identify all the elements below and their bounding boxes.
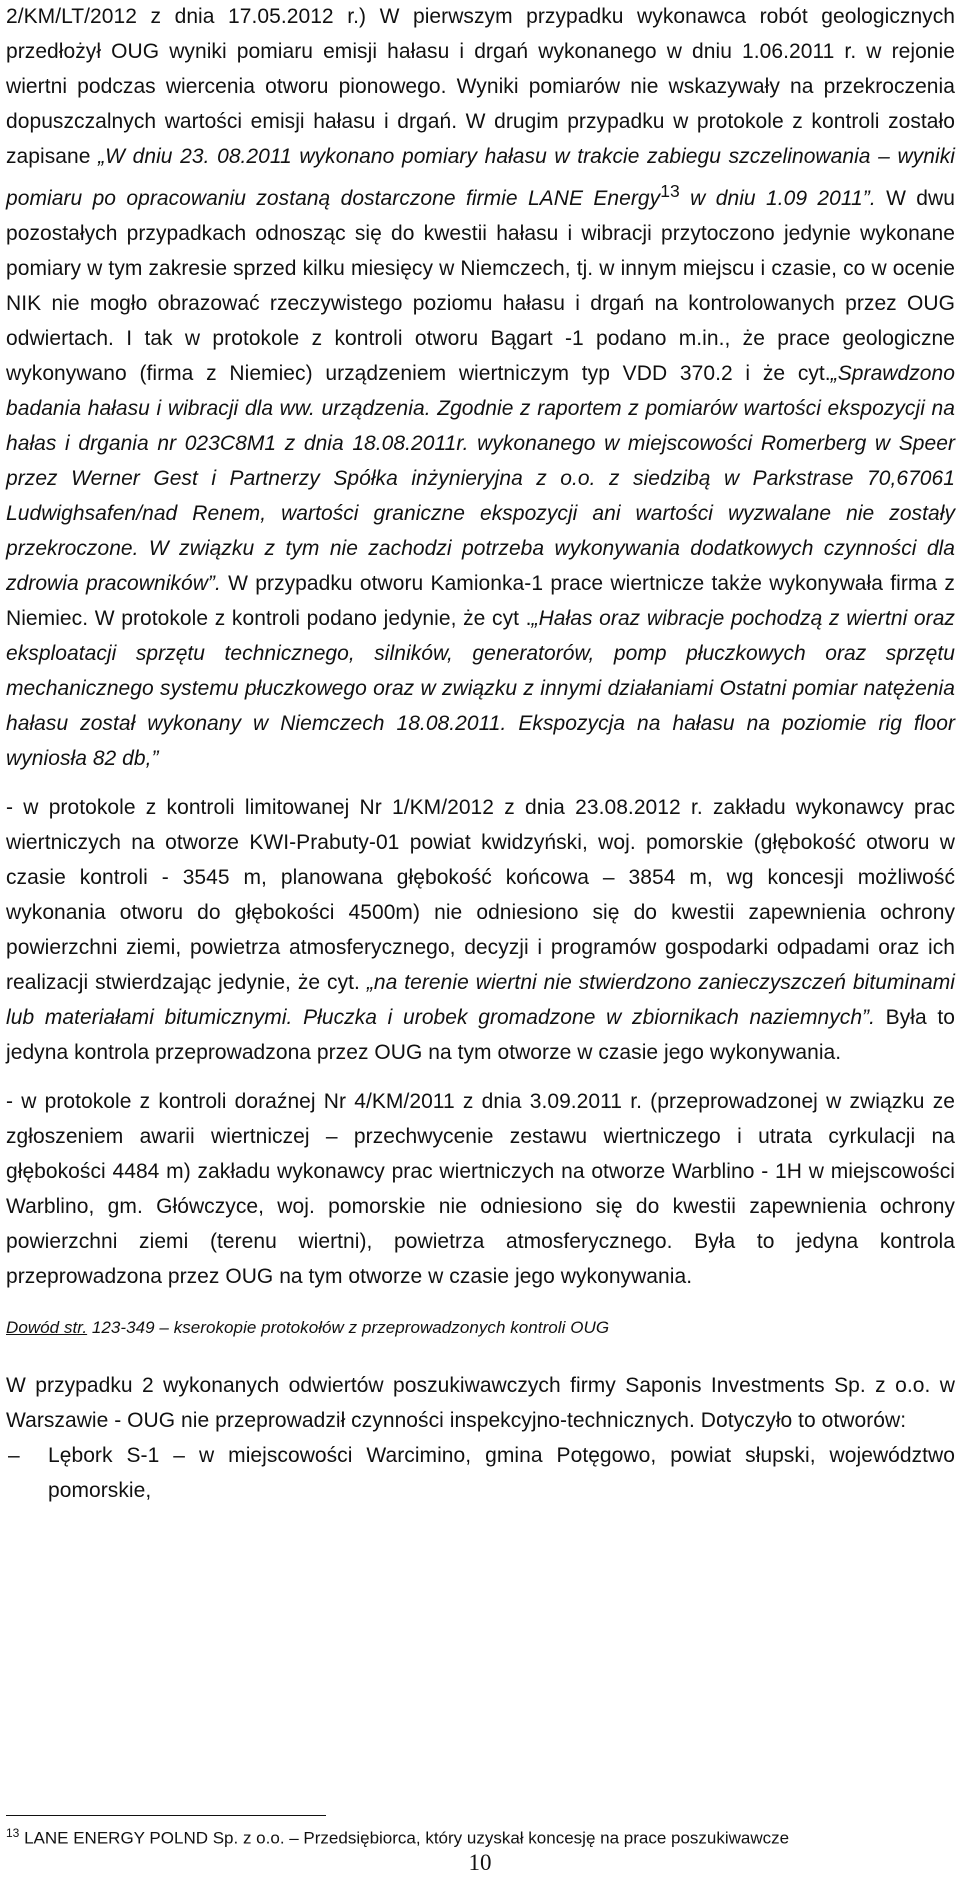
footnote-area (6, 1815, 954, 1850)
p2-quote-italic: „na terenie wiertni nie stwierdzono zanieczyszczeń bituminami lub materiałami bitumicznymi. Płuczka i urobek gromadzone w zbiornikach naziemnych”. (6, 971, 955, 1029)
paragraph-noise-measurements (6, 0, 955, 776)
paragraph-protokol-prabuty (6, 790, 955, 1070)
evidence-text: 123-349 – kserokopie protokołów z przeprowadzonych kontroli OUG (87, 1318, 610, 1337)
evidence-label: Dowód str. (6, 1318, 88, 1337)
evidence-note (6, 1316, 955, 1340)
footnote-13 (6, 1822, 954, 1850)
p1-quote-bagart: „Sprawdzono badania hałasu i wibracji dla ww. urządzenia. Zgodnie z raportem z pomiarów wartości ekspozycji na hałas i drgania nr 023C8M1 z dnia 18.08.2011r. wykonanego w miejscowości Romerberg w Speer przez Werner Gest i Partnerzy Spółka inżynieryjna z o.o. z siedzibą w Parkstrase 70,67061 Ludwighsafen/nad Renem, wartości graniczne ekspozycji ani wartości wyzwalane nie zostały przekroczone. W związku z tym nie zachodzi potrzeba wykonywania dodatkowych czynności dla zdrowia pracowników”. (6, 362, 955, 595)
p2-text-a: - w protokole z kontroli limitowanej Nr 1/KM/2012 z dnia 23.08.2012 r. zakładu wykonawcy prac wiertniczych na otworze KWI-Prabuty-01 powiat kwidzyński, woj. pomorskie (głębokość otworu w czasie kontroli - 3545 m, planowana głębokość końcowa – 3854 m, wg koncesji możliwość wykonania otworu do głębokości 4500m) nie odniesiono się do kwestii zapewnienia ochrony powierzchni ziemi, powietrza atmosferycznego, decyzji i programów gospodarki odpadami oraz ich realizacji stwierdzając jedynie, że cyt. (6, 796, 955, 994)
bullet-text: Lębork S-1 – w miejscowości Warcimino, gmina Potęgowo, powiat słupski, województwo pomorskie, (48, 1444, 955, 1502)
bullet-dash: – (8, 1444, 20, 1467)
p1-text-a: 2/KM/LT/2012 z dnia 17.05.2012 r.) W pierwszym przypadku wykonawca robót geologicznych przedłożył OUG wyniki pomiaru emisji hałasu i drgań wykonanego w dniu 1.06.2011 r. w rejonie wiertni podczas wiercenia otworu pionowego. Wyniki pomiarów nie wskazywały na przekroczenia dopuszczalnych wartości emisji hałasu i drgań. W drugim przypadku w protokole z kontroli zostało zapisane (6, 5, 955, 168)
footnote-reference-13: 13 (660, 181, 680, 201)
p1-quote-kamionka: „Hałas oraz wibracje pochodzą z wiertni oraz eksploatacji sprzętu technicznego, silników, generatorów, pomp płuczkowych oraz sprzętu mechanicznego systemu płuczkowego oraz w związku z innymi działaniami Ostatni pomiar natężenia hałasu został wykonany w Niemczech 18.08.2011. Ekspozycja na hałasu na poziomie rig floor wyniosła 82 db,” (6, 607, 955, 770)
document-body (6, 0, 955, 1508)
p1-quote-italic-end: w dniu 1.09 2011”. (679, 187, 876, 210)
footnote-text: LANE ENERGY POLND Sp. z o.o. – Przedsiębiorca, który uzyskał koncesję na prace poszukiwawcze (19, 1828, 790, 1848)
paragraph-saponis: W przypadku 2 wykonanych odwiertów poszukiwawczych firmy Saponis Investments Sp. z o.o. w Warszawie - OUG nie przeprowadził czynności inspekcyjno-technicznych. Dotyczyło to otworów: (6, 1374, 955, 1432)
p1-text-e: W przypadku otworu Kamionka-1 prace wiertnicze także wykonywała firma z Niemiec. W protokole z kontroli podano jedynie, że cyt . (6, 572, 955, 630)
bullet-item-lebork (6, 1438, 955, 1508)
paragraph-protokol-warblino: - w protokole z kontroli doraźnej Nr 4/KM/2011 z dnia 3.09.2011 r. (przeprowadzonej w związku ze zgłoszeniem awarii wiertniczej – przechwycenie zestawu wiertniczego i utrata cyrkulacji na głębokości 4484 m) zakładu wykonawcy prac wiertniczych na otworze Warblino - 1H w miejscowości Warblino, gm. Główczyce, woj. pomorskie nie odniesiono się do kwestii zapewnienia ochrony powierzchni ziemi (terenu wiertni), powietrza atmosferycznego. Była to jedyna kontrola przeprowadzona przez OUG na tym otworze w czasie jego wykonywania. (6, 1090, 955, 1288)
footnote-mark: 13 (6, 1826, 20, 1840)
p1-quote-italic: „W dniu 23. 08.2011 wykonano pomiary hałasu w trakcie zabiegu szczelinowania – wyniki pomiaru po opracowaniu zostaną dostarczone firmie LANE Energy (6, 145, 955, 210)
p1-text-c: W dwu pozostałych przypadkach odnosząc się do kwestii hałasu i wibracji przytoczono jedynie wykonane pomiary w tym zakresie sprzed kilku miesięcy w Niemczech, tj. w innym miejscu i czasie, co w ocenie NIK nie mogło obrazować rzeczywistego poziomu hałasu i drgań na kontrolowanych przez OUG odwiertach. I tak w protokole z kontroli otworu Bągart -1 podano m.in., że prace geologiczne wykonywano (firma z Niemiec) urządzeniem wiertniczym typ VDD 370.2 i że cyt. (6, 187, 955, 385)
p2-text-c: Była to jedyna kontrola przeprowadzona przez OUG na tym otworze w czasie jego wykonywania. (6, 1006, 955, 1064)
footnote-separator (6, 1815, 326, 1816)
page-number: 10 (468, 1850, 492, 1875)
